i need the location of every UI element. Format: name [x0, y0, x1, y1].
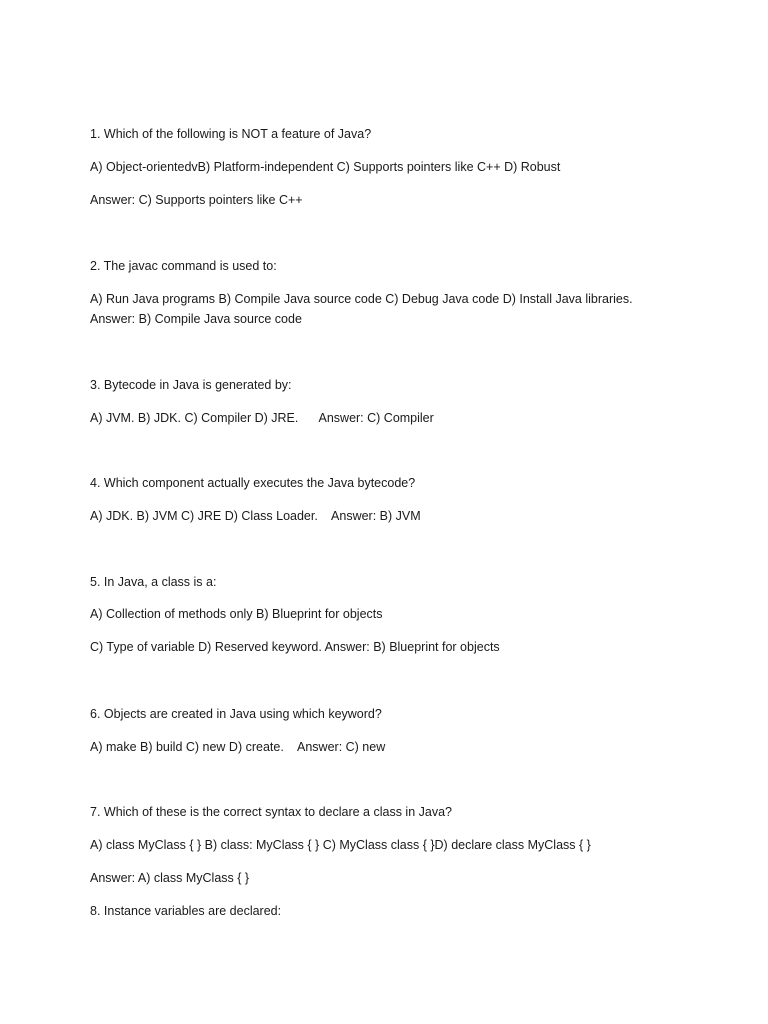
question-4-options: A) JDK. B) JVM C) JRE D) Class Loader. Answer: B) JVM: [90, 509, 421, 523]
question-2: 2. The javac command is used to:: [90, 259, 277, 273]
question-5: 5. In Java, a class is a:: [90, 575, 217, 589]
question-7-answer: Answer: A) class MyClass { }: [90, 871, 250, 885]
question-3: 3. Bytecode in Java is generated by:: [90, 378, 292, 392]
question-2-options: A) Run Java programs B) Compile Java source code C) Debug Java code D) Install Java libraries. Answer: B) Compile Java source code: [90, 292, 636, 326]
question-1-answer: Answer: C) Supports pointers like C++: [90, 193, 303, 207]
question-3-options: A) JVM. B) JDK. C) Compiler D) JRE. Answer: C) Compiler: [90, 411, 434, 425]
question-4: 4. Which component actually executes the Java bytecode?: [90, 476, 416, 490]
question-5-answer: C) Type of variable D) Reserved keyword. Answer: B) Blueprint for objects: [90, 640, 500, 654]
question-8: 8. Instance variables are declared:: [90, 904, 282, 918]
question-1-options: A) Object-orientedvB) Platform-independent C) Supports pointers like C++ D) Robust: [90, 160, 561, 174]
question-6: 6. Objects are created in Java using which keyword?: [90, 707, 382, 721]
question-5-options: A) Collection of methods only B) Blueprint for objects: [90, 607, 383, 621]
question-7: 7. Which of these is the correct syntax to declare a class in Java?: [90, 805, 452, 819]
question-1: 1. Which of the following is NOT a feature of Java?: [90, 127, 372, 141]
question-7-options: A) class MyClass { } B) class: MyClass { } C) MyClass class { }D) declare class MyClass { }: [90, 838, 591, 852]
question-6-options: A) make B) build C) new D) create. Answer: C) new: [90, 740, 386, 754]
